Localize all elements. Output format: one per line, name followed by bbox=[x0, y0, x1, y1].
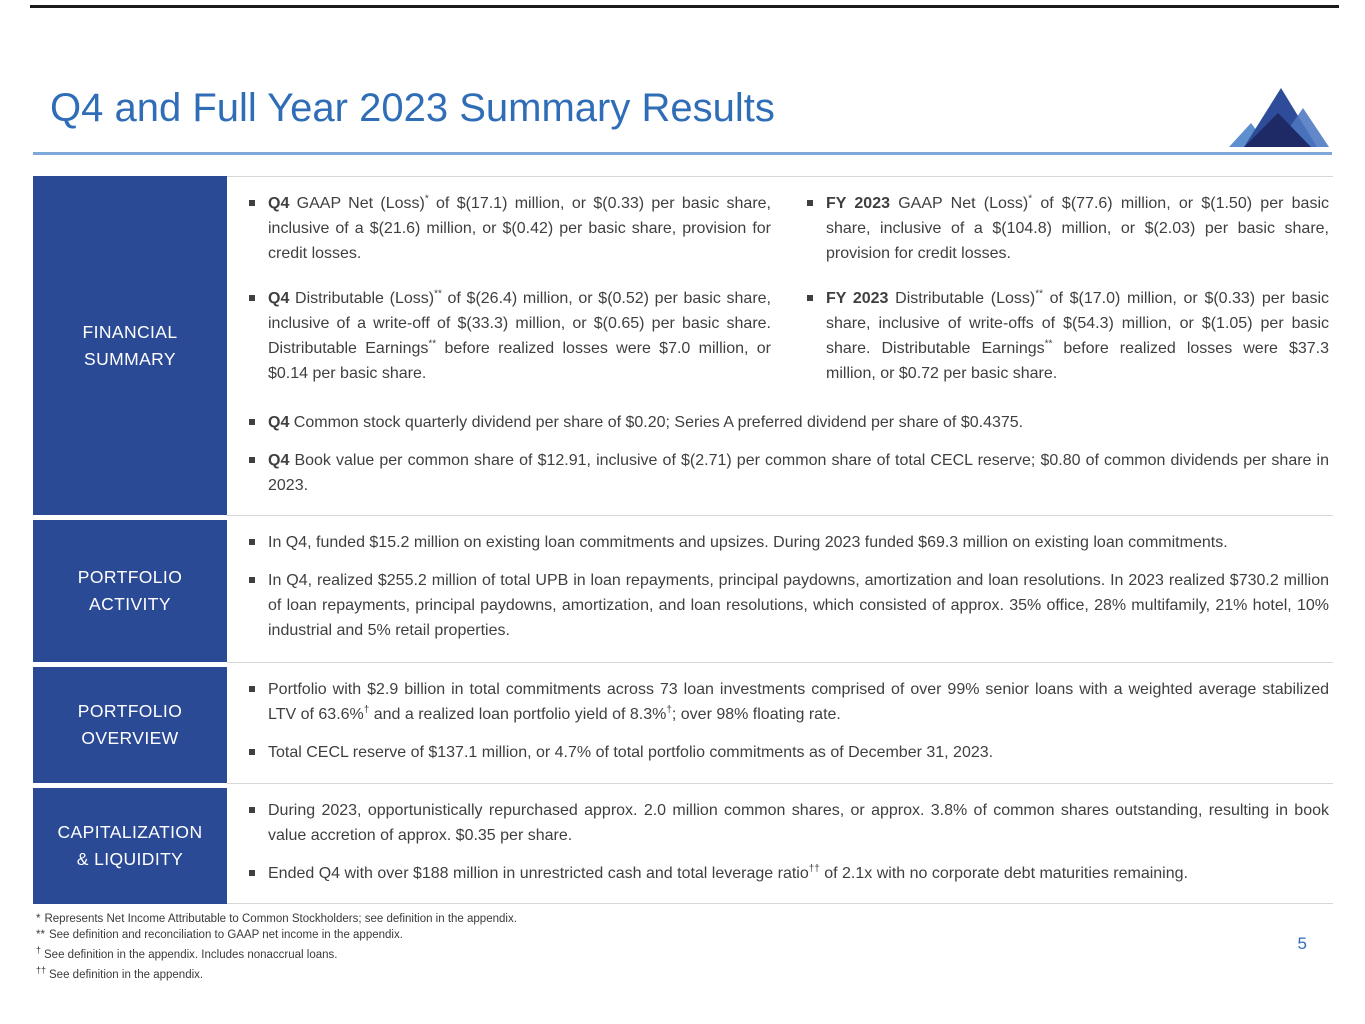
bullet-text: During 2023, opportunistically repurchased approx. 2.0 million common shares, or approx. 3.8% of common shares outstanding, resulting in book value accretion of approx. $0.35 per share. bbox=[268, 802, 1329, 844]
bullet-text: Q4 Distributable (Loss)** of $(26.4) million, or $(0.52) per basic share, inclusive of a write-off of $(33.3) million, or $(0.65) per basic share. Distributable Earnings** before realized losses were $7.0 million, or $0.14 per basic share. bbox=[268, 288, 771, 382]
bullet-text: Total CECL reserve of $137.1 million, or 4.7% of total portfolio commitments as of December 31, 2023. bbox=[268, 744, 994, 761]
bullet-item bbox=[807, 191, 1329, 266]
section-row-financial-summary bbox=[33, 176, 1333, 515]
section-label-financial-summary bbox=[33, 176, 227, 515]
bullet-text: FY 2023 GAAP Net (Loss)* of $(77.6) million, or $(1.50) per basic share, inclusive of a $(104.8) million, or $(2.03) per basic share, provision for credit losses. bbox=[826, 193, 1330, 262]
footnote-text: See definition in the appendix. Includes nonaccrual loans. bbox=[44, 948, 338, 961]
bullet-item bbox=[249, 448, 1329, 498]
summary-table bbox=[33, 176, 1333, 904]
section-label-portfolio-activity bbox=[33, 515, 227, 662]
bullet-square-icon bbox=[249, 457, 255, 463]
bullet-text: Portfolio with $2.9 billion in total commitments across 73 loan investments comprised of over 99% senior loans with a weighted average stabilized LTV of 63.6%† and a realized loan portfolio yield of 8.3%†; over 98% floating rate. bbox=[268, 681, 1329, 723]
bullet-item bbox=[249, 740, 1329, 765]
bullet-item bbox=[249, 677, 1329, 727]
bullet-square-icon bbox=[249, 807, 255, 813]
bullet-item bbox=[249, 568, 1329, 643]
bullet-item bbox=[249, 191, 771, 266]
section-content-portfolio-activity bbox=[227, 515, 1333, 662]
section-row-portfolio-overview bbox=[33, 662, 1333, 783]
footnote bbox=[36, 912, 517, 928]
bullet-text: Ended Q4 with over $188 million in unrestricted cash and total leverage ratio†† of 2.1x with no corporate debt maturities remaining. bbox=[268, 863, 1188, 882]
bullet-text: FY 2023 Distributable (Loss)** of $(17.0) million, or $(0.33) per basic share, inclusive of write-offs of $(54.3) million, or $(1.05) per basic share. Distributable Earnings** before realized losses were $37.3 million, or $0.72 per basic share. bbox=[826, 288, 1329, 382]
bullet-square-icon bbox=[249, 686, 255, 692]
bullet-square-icon bbox=[249, 577, 255, 583]
section-label-portfolio-overview bbox=[33, 662, 227, 783]
section-content-capitalization-liquidity bbox=[227, 783, 1333, 904]
bullet-square-icon bbox=[807, 295, 813, 301]
footnote-marker: †† bbox=[36, 965, 47, 976]
section-row-portfolio-activity bbox=[33, 515, 1333, 662]
bullet-column bbox=[801, 187, 1329, 406]
bullet-text: Q4 Book value per common share of $12.91, inclusive of $(2.71) per common share of total CECL reserve; $0.80 of common dividends per share in 2023. bbox=[268, 452, 1329, 494]
footnote-text: See definition in the appendix. bbox=[49, 969, 204, 982]
section-label-capitalization-liquidity bbox=[33, 783, 227, 904]
bullet-square-icon bbox=[249, 749, 255, 755]
footnote-marker: * bbox=[36, 913, 41, 925]
bullet-text: In Q4, realized $255.2 million of total UPB in loan repayments, principal paydowns, amortization and loan resolutions. In 2023 realized $730.2 million of loan repayments, principal paydowns, amortization, and loan resolutions, which consisted of approx. 35% office, 28% multifamily, 21% hotel, 10% industrial and 5% retail properties. bbox=[268, 572, 1329, 639]
bullet-item bbox=[249, 798, 1329, 848]
footnote bbox=[36, 963, 517, 983]
footnote bbox=[36, 928, 517, 944]
footnote-marker: † bbox=[36, 945, 42, 955]
section-label-text: PORTFOLIO OVERVIEW bbox=[77, 701, 183, 748]
bullet-item bbox=[249, 410, 1329, 435]
section-content-financial-summary bbox=[227, 176, 1333, 515]
section-label-text: FINANCIAL SUMMARY bbox=[82, 321, 178, 369]
mountain-logo-icon bbox=[1227, 83, 1329, 151]
footnote-marker: ** bbox=[36, 928, 45, 941]
bullet-item bbox=[807, 286, 1329, 386]
bullet-item bbox=[249, 530, 1329, 555]
footnotes bbox=[36, 912, 517, 984]
bullet-square-icon bbox=[249, 200, 255, 206]
bullet-column bbox=[243, 187, 771, 406]
section-content-portfolio-overview bbox=[227, 662, 1333, 783]
bullet-square-icon bbox=[249, 870, 255, 876]
bullet-item bbox=[249, 861, 1329, 886]
bullet-text: Q4 GAAP Net (Loss)* of $(17.1) million, or $(0.33) per basic share, inclusive of a $(21.6) million, or $(0.42) per basic share, provision for credit losses. bbox=[268, 193, 771, 262]
bullet-square-icon bbox=[807, 200, 813, 206]
footnote-text: See definition and reconciliation to GAAP net income in the appendix. bbox=[48, 928, 403, 941]
section-row-capitalization-liquidity bbox=[33, 783, 1333, 904]
page-title: Q4 and Full Year 2023 Summary Results bbox=[50, 86, 775, 130]
bullet-square-icon bbox=[249, 295, 255, 301]
top-border-line bbox=[30, 5, 1339, 8]
bullet-text: In Q4, funded $15.2 million on existing loan commitments and upsizes. During 2023 funded $69.3 million on existing loan commitments. bbox=[268, 534, 1228, 551]
footnote bbox=[36, 943, 517, 963]
bullet-square-icon bbox=[249, 539, 255, 545]
page-number: 5 bbox=[1297, 934, 1307, 953]
title-underline bbox=[33, 152, 1332, 155]
bullet-item bbox=[249, 286, 771, 386]
two-column-bullets bbox=[243, 187, 1329, 406]
footnote-text: Represents Net Income Attributable to Common Stockholders; see definition in the appendix. bbox=[44, 913, 517, 925]
section-label-text: CAPITALIZATION & LIQUIDITY bbox=[57, 822, 203, 869]
bullet-square-icon bbox=[249, 419, 255, 425]
bullet-text: Q4 Common stock quarterly dividend per share of $0.20; Series A preferred dividend per share of $0.4375. bbox=[268, 414, 1024, 431]
section-label-text: PORTFOLIO ACTIVITY bbox=[77, 567, 183, 614]
